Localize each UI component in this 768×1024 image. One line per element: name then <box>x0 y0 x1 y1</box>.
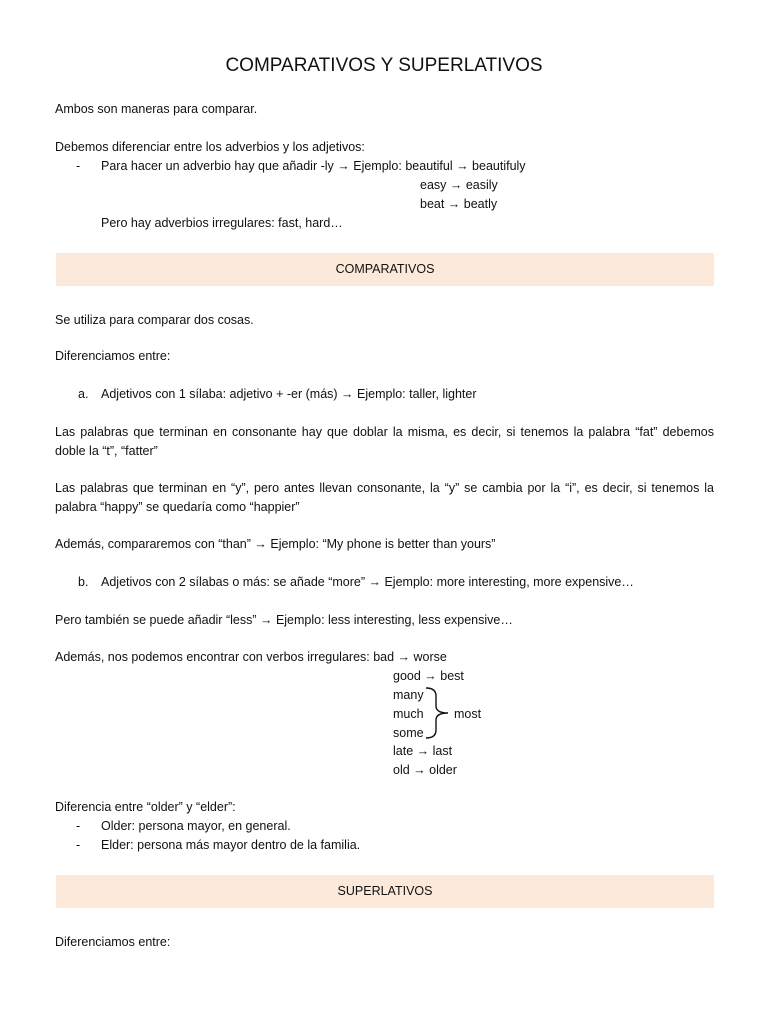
consonant-paragraph: Las palabras que terminan en consonante hay que doblar la misma, es decir, si tenemos la palabra “fat” debemos doble la “t”, “fatter” <box>55 425 714 458</box>
irregular-form: many <box>393 688 424 702</box>
bullet-marker: - <box>76 819 81 833</box>
diff-label: Diferenciamos entre: <box>55 349 171 363</box>
intro-line: Ambos son maneras para comparar. <box>55 102 258 116</box>
older-definition: Older: persona mayor, en general. <box>101 819 291 833</box>
diff-label: Diferenciamos entre: <box>55 935 171 949</box>
bullet-marker: - <box>76 838 81 852</box>
adverb-rule: Para hacer un adverbio hay que añadir -ly → Ejemplo: beautiful → beautifuly <box>101 159 526 173</box>
irregular-adverbs: Pero hay adverbios irregulares: fast, hard… <box>101 216 343 230</box>
irregular-form: much <box>393 707 424 721</box>
than-rule: Además, compararemos con “than” → Ejemplo: “My phone is better than yours” <box>55 537 496 551</box>
irregular-form: late → last <box>393 744 453 758</box>
list-marker: a. <box>78 387 89 401</box>
list-marker: b. <box>78 575 89 589</box>
irregular-form: most <box>454 707 482 721</box>
elder-definition: Elder: persona más mayor dentro de la familia. <box>101 838 361 852</box>
two-syllable-rule: Adjetivos con 2 sílabas o más: se añade “more” → Ejemplo: more interesting, more expensive… <box>101 575 634 589</box>
section-heading-superlativos: SUPERLATIVOS <box>56 875 714 908</box>
irregular-form: old → older <box>393 763 457 777</box>
adverb-example: beat → beatly <box>420 197 498 211</box>
y-ending-paragraph: Las palabras que terminan en “y”, pero antes llevan consonante, la “y” se cambia por la “i”, es decir, si tenemos la palabra “happy” se quedaría como “happier” <box>55 481 714 514</box>
intro-line: Debemos diferenciar entre los adverbios y los adjetivos: <box>55 140 365 154</box>
adverb-example: easy → easily <box>420 178 498 192</box>
page-title: COMPARATIVOS Y SUPERLATIVOS <box>225 55 543 76</box>
less-rule: Pero también se puede añadir “less” → Ejemplo: less interesting, less expensive… <box>55 613 513 627</box>
irregular-form: good → best <box>393 669 464 683</box>
comparativos-use: Se utiliza para comparar dos cosas. <box>55 313 254 327</box>
irregular-form: some <box>393 726 424 740</box>
irregular-intro: Además, nos podemos encontrar con verbos irregulares: bad → worse <box>55 650 447 664</box>
curly-brace-icon <box>424 686 454 740</box>
one-syllable-rule: Adjetivos con 1 sílaba: adjetivo + -er (más) → Ejemplo: taller, lighter <box>101 387 477 401</box>
older-elder-title: Diferencia entre “older” y “elder”: <box>55 800 236 814</box>
section-heading-comparativos: COMPARATIVOS <box>56 253 714 286</box>
bullet-marker: - <box>76 159 81 173</box>
